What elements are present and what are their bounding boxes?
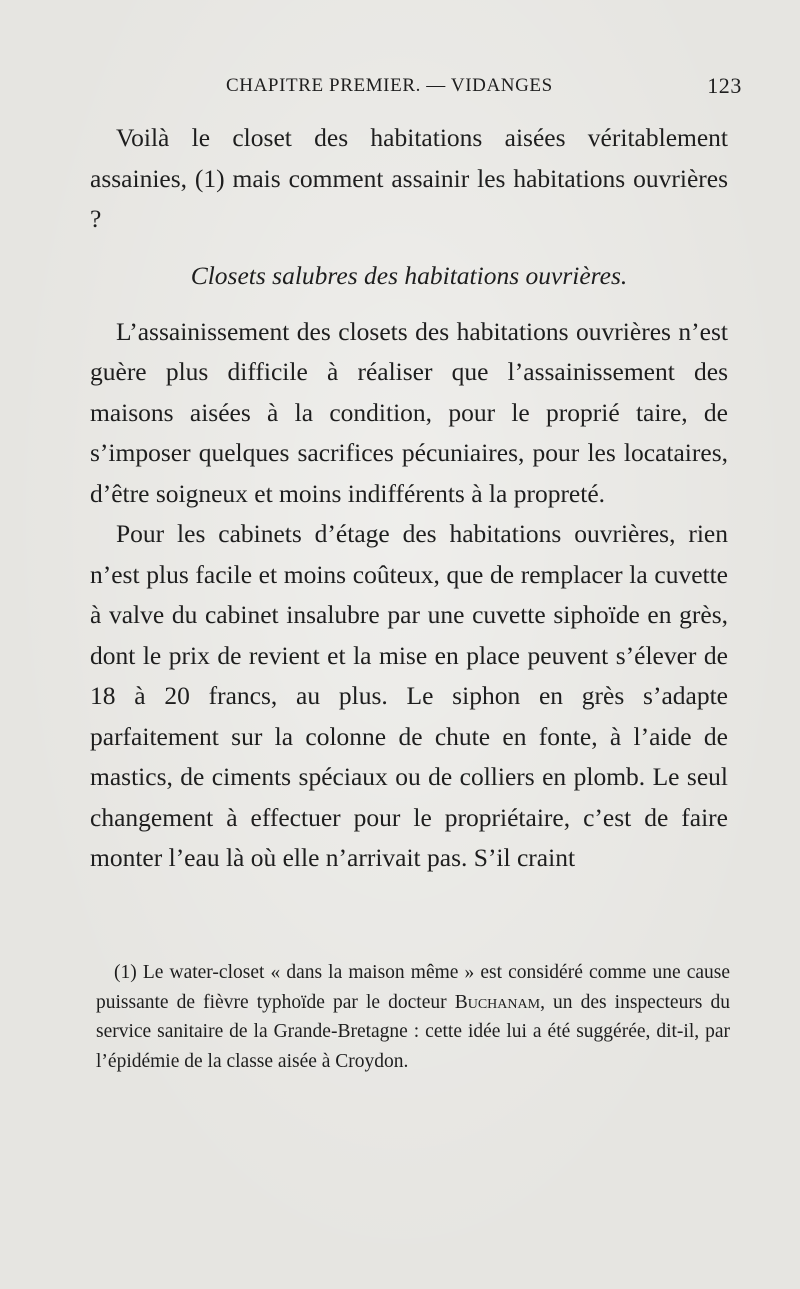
paragraph-3: Pour les cabinets d’étage des habitations ouvrières, rien n’est plus facile et moins coûteux, que de remplacer la cuvette à valve du cabinet insalubre par une cuvette siphoïde en grès, dont le prix de revient et la mise en place peuvent s’élever de 18 à 20 francs, au plus. Le siphon en grès s’adapte parfaitement sur la colonne de chute en fonte, à l’aide de mastics, de ciments spéciaux ou de colliers en plomb. Le seul changement à effectuer pour le propriétaire, c’est de faire monter l’eau là où elle n’arrivait pas. S’il craint — [90, 519, 728, 872]
body-text — [90, 118, 728, 879]
chapter-title: CHAPITRE PREMIER. — VIDANGES — [226, 75, 553, 96]
section-subheading: Closets salubres des habitations ouvrières. — [190, 260, 628, 290]
paragraph-2: L’assainissement des closets des habitations ouvrières n’est guère plus difficile à réaliser que l’assainissement des maisons aisées à la condition, pour le proprié taire, de s’imposer quelques sacrifices pécuniaires, pour les locataires, d’être soigneux et moins indifférents à la propreté. — [90, 316, 728, 508]
footnote — [96, 958, 730, 1076]
paragraph-1: Voilà le closet des habitations aisées véritablement assainies, (1) mais comment assainir les habitations ouvrières ? — [90, 123, 728, 233]
page-number: 123 — [707, 73, 742, 98]
footnote-author-name: Buchanam — [454, 991, 541, 1013]
footnote-text-end: , un des inspecteurs du service sanitaire de la Grande-Bretagne : cette idée lui a été suggérée, dit-il, par l’épidémie de la classe aisée à Croydon. — [96, 991, 730, 1072]
running-head — [226, 68, 742, 104]
footnote-text-start: (1) Le water-closet « dans la maison même » est considéré comme une cause puissante de fièvre typhoïde par le docteur — [96, 962, 730, 1013]
footnote-text — [96, 958, 730, 1076]
